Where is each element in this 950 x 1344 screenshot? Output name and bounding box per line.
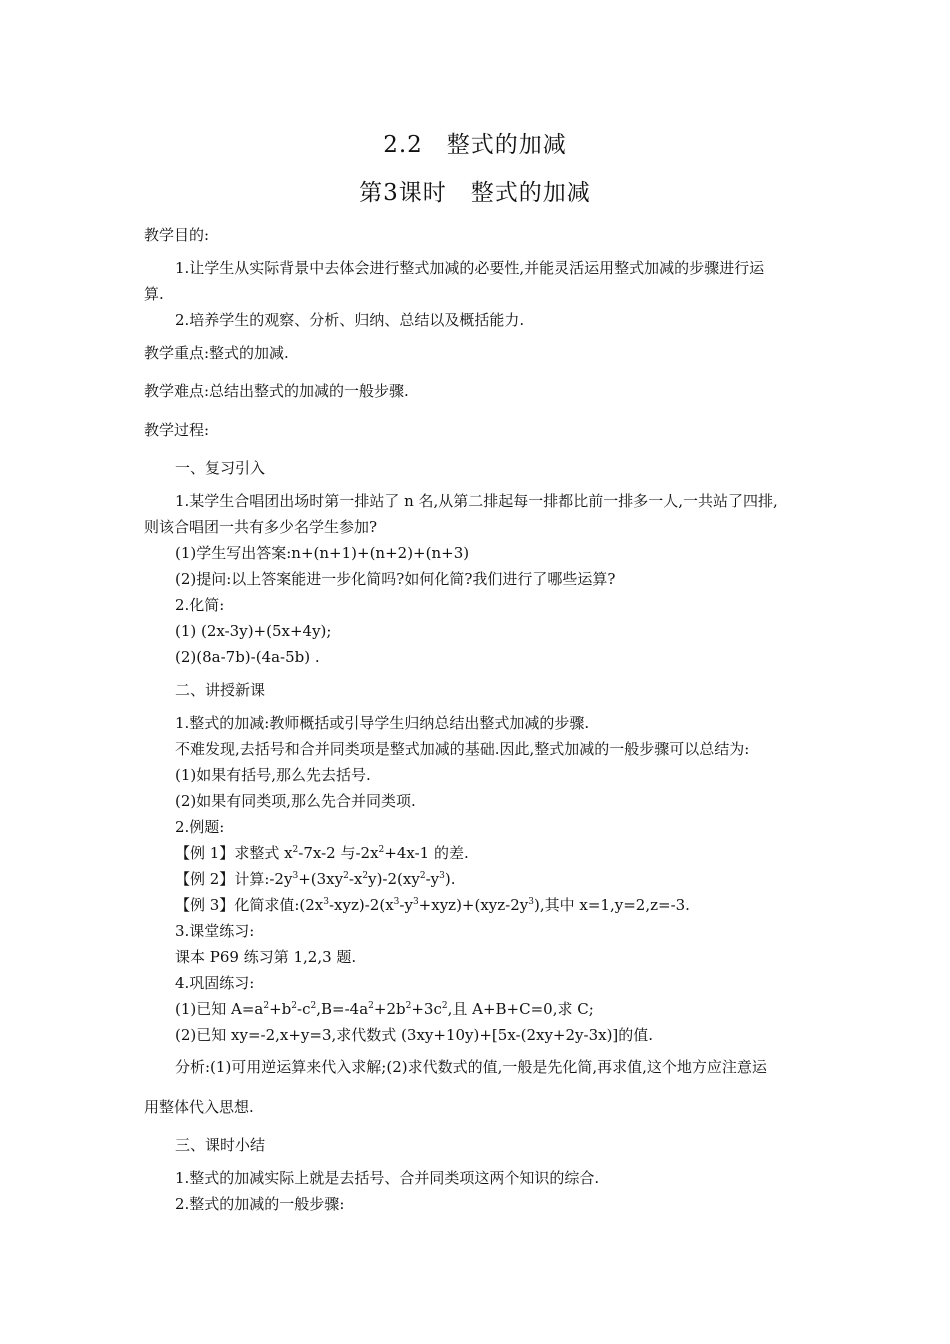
question-1-answer: (1)学生写出答案:n+(n+1)+(n+2)+(n+3) (175, 544, 470, 562)
example-3-tag: 【例 3】 (175, 896, 235, 914)
lesson-para-2: 不难发现,去括号和合并同类项是整式加减的基础.因此,整式加减的一般步骤可以总结为: (175, 740, 750, 758)
page-subtitle: 第3课时 整式的加减 (359, 180, 591, 206)
analysis-line1: 分析:(1)可用逆运算来代入求解;(2)求代数式的值,一般是先化简,再求值,这个地方应注意运 (175, 1058, 767, 1076)
question-2: 2.化简: (175, 596, 225, 614)
question-1-prompt: (2)提问:以上答案能进一步化简吗?如何化简?我们进行了哪些运算? (175, 570, 616, 588)
consolidate-label: 4.巩固练习: (175, 974, 255, 992)
consolidate-1: (1)已知 $A=a^2+b^2-c^2,B=-4a^2+2b^2+3c^2$,且 A+B+C=0,求 C; (175, 1000, 594, 1018)
example-1: 【例 1】求整式 $x^2-7x-2$ 与$-2x^2+4x-1$ 的差. (175, 844, 469, 862)
example-2-tag: 【例 2】 (175, 870, 235, 888)
example-3: 【例 3】化简求值$:(2x^3-xyz)-2(x^3-y^3+xyz)+(xyz-2y^3)$,其中 x=1,y=2,z=-3. (175, 896, 690, 914)
consolidate-2: (2)已知 xy=-2,x+y=3,求代数式 (3xy+10y)+[5x-(2xy+2y-3x)]的值. (175, 1026, 654, 1044)
examples-label: 2.例题: (175, 818, 225, 836)
example-1-tag: 【例 1】 (175, 844, 235, 862)
difficulty: 教学难点:总结出整式的加减的一般步骤. (144, 382, 409, 400)
section-heading-1: 一、复习引入 (175, 459, 266, 477)
section-heading-2: 二、讲授新课 (175, 681, 266, 699)
analysis-line2: 用整体代入思想. (144, 1098, 254, 1116)
objective-1-line1: 1.让学生从实际背景中去体会进行整式加减的必要性,并能灵活运用整式加减的步骤进行运 (175, 259, 765, 277)
page-title: 2.2 整式的加减 (383, 132, 567, 158)
summary-2: 2.整式的加减的一般步骤: (175, 1195, 345, 1213)
question-2-a: (1) (2x-3y)+(5x+4y); (175, 622, 332, 640)
practice-label: 3.课堂练习: (175, 922, 255, 940)
objectives-label: 教学目的: (144, 226, 210, 244)
lesson-step-1: (1)如果有括号,那么先去括号. (175, 766, 371, 784)
question-1-line1: 1.某学生合唱团出场时第一排站了 n 名,从第二排起每一排都比前一排多一人,一共站了四排, (175, 492, 778, 510)
lesson-step-2: (2)如果有同类项,那么先合并同类项. (175, 792, 416, 810)
summary-1: 1.整式的加减实际上就是去括号、合并同类项这两个知识的综合. (175, 1169, 600, 1187)
section-heading-3: 三、课时小结 (175, 1136, 266, 1154)
lesson-para-1: 1.整式的加减:教师概括或引导学生归纳总结出整式加减的步骤. (175, 714, 590, 732)
example-2: 【例 2】计算$:-2y^3+(3xy^2-x^2y)-2(xy^2-y^3)$. (175, 870, 456, 888)
question-2-b: (2)(8a-7b)-(4a-5b) . (175, 648, 320, 666)
question-1-line2: 则该合唱团一共有多少名学生参加? (144, 518, 378, 536)
objective-2: 2.培养学生的观察、分析、归纳、总结以及概括能力. (175, 311, 525, 329)
objective-1-line2: 算. (144, 285, 164, 303)
practice-text: 课本 P69 练习第 1,2,3 题. (175, 948, 357, 966)
process-label: 教学过程: (144, 421, 210, 439)
key-point: 教学重点:整式的加减. (144, 344, 289, 362)
